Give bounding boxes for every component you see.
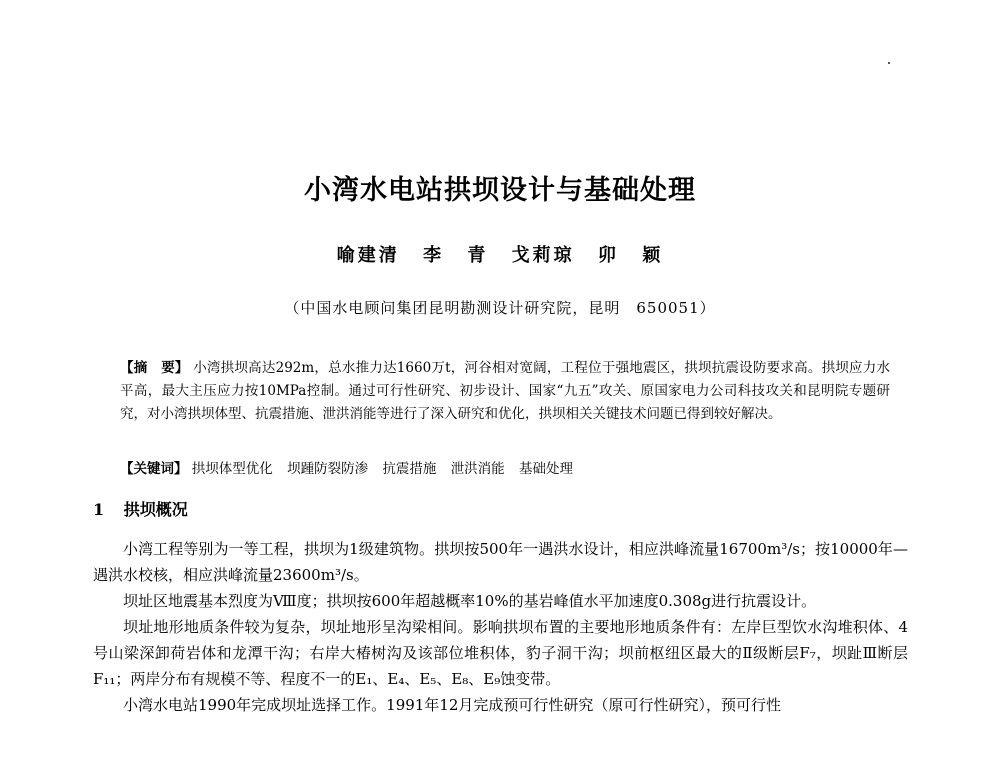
author-name: 卯 颖 (597, 245, 664, 266)
section-body (93, 536, 908, 718)
body-paragraph: 小湾水电站1990年完成坝址选择工作。1991年12月完成预可行性研究（原可行性研究），预可行性 (123, 696, 781, 714)
author-name: 喻建清 (336, 245, 400, 266)
section-title: 拱坝概况 (123, 500, 188, 519)
author-name: 戈莉琼 (511, 245, 575, 266)
scan-speck (888, 62, 890, 64)
abstract-text: 小湾拱坝高达292m，总水推力达1660万t，河谷相对宽阔，工程位于强地震区，拱坝抗震设防要求高。拱坝应力水平高，最大主压应力按10MPa控制。通过可行性研究、初步设计、国家“九五”攻关、原国家电力公司科技攻关和昆明院专题研究，对小湾拱坝体型、抗震措施、泄洪消能等进行了深入研究和优化，拱坝相关关键技术问题已得到较好解决。 (120, 360, 890, 422)
body-paragraph: 小湾工程等别为一等工程，拱坝为1级建筑物。拱坝按500年一遇洪水设计，相应洪峰流量16700m³/s；按10000年—遇洪水校核，相应洪峰流量23600m³/s。 (93, 540, 908, 584)
keyword: 拱坝体型优化 (191, 461, 273, 477)
paper-title: 小湾水电站拱坝设计与基础处理 (304, 175, 696, 206)
body-paragraph: 坝址区地震基本烈度为Ⅷ度；拱坝按600年超越概率10%的基岩峰值水平加速度0.308g进行抗震设计。 (123, 592, 817, 610)
keywords-label: 【关键词】 (120, 461, 188, 477)
author-list (0, 241, 1000, 267)
abstract (120, 357, 890, 426)
section-heading (93, 497, 188, 520)
keyword: 坝踵防裂防渗 (287, 461, 369, 477)
affiliation: （中国水电顾问集团昆明勘测设计研究院，昆明 650051） (284, 299, 716, 317)
keyword: 抗震措施 (382, 461, 437, 477)
abstract-label: 【摘 要】 (120, 360, 189, 376)
keyword: 泄洪消能 (450, 461, 505, 477)
keywords (120, 458, 890, 481)
author-name: 李 青 (423, 245, 489, 266)
keyword: 基础处理 (518, 461, 573, 477)
section-number: 1 (93, 500, 105, 519)
body-paragraph: 坝址地形地质条件较为复杂，坝址地形呈沟梁相间。影响拱坝布置的主要地形地质条件有：左岸巨型饮水沟堆积体、4号山梁深卸荷岩体和龙潭干沟；右岸大椿树沟及该部位堆积体，豹子洞干沟；坝前枢纽区最大的Ⅱ级断层F₇，坝趾Ⅲ断层F₁₁；两岸分布有规模不等、程度不一的E₁、E₄、E₅、E₈、E₉蚀变带。 (93, 618, 908, 688)
